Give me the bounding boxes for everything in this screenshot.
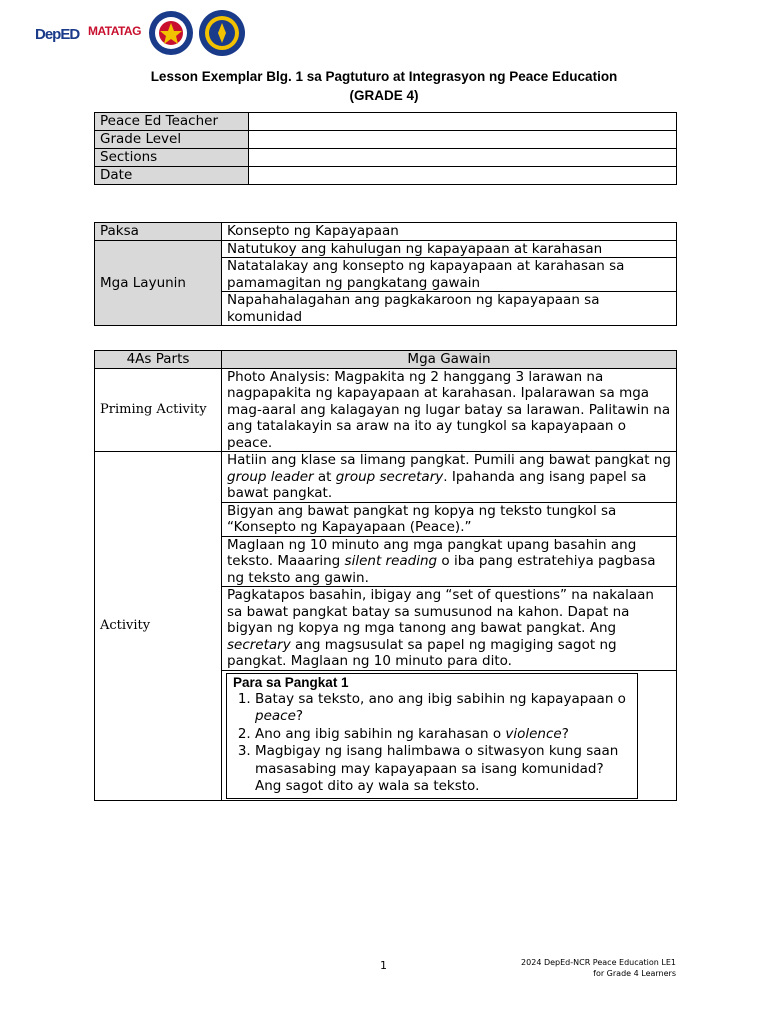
layunin-label: Mga Layunin bbox=[95, 240, 222, 326]
activity-step-3: Maglaan ng 10 minuto ang mga pangkat upang basahin ang teksto. Maaaring silent reading o iba pang estratehiya pagbasa ng teksto ang gawin. bbox=[222, 536, 677, 587]
table-row bbox=[95, 167, 677, 185]
deped-logo-text: DepED bbox=[35, 26, 80, 43]
question-box bbox=[226, 673, 638, 799]
matatag-logo-text: MATATAG bbox=[88, 24, 141, 38]
parts-column-header: 4As Parts bbox=[95, 351, 222, 369]
list-item: 1. Batay sa teksto, ano ang ibig sabihin ng kapayapaan o peace? bbox=[255, 691, 631, 726]
activity-step-2: Bigyan ang bawat pangkat ng kopya ng teksto tungkol sa “Konsepto ng Kapayapaan (Peace).” bbox=[222, 502, 677, 536]
date-label: Date bbox=[95, 167, 249, 185]
question-box-title: Para sa Pangkat 1 bbox=[233, 674, 349, 690]
activities-table bbox=[94, 350, 677, 801]
layunin-item: Napahahalagahan ang pagkakaroon ng kapayapaan sa komunidad bbox=[222, 292, 677, 326]
table-row bbox=[95, 240, 677, 258]
deped-logo bbox=[35, 14, 85, 52]
layunin-item: Natutukoy ang kahulugan ng kapayapaan at karahasan bbox=[222, 240, 677, 258]
topic-table bbox=[94, 222, 677, 326]
teacher-info-table bbox=[94, 112, 677, 185]
teacher-label: Peace Ed Teacher bbox=[95, 113, 249, 131]
table-row bbox=[95, 452, 677, 503]
list-item: 2. Ano ang ibig sabihin ng karahasan o violence? bbox=[255, 726, 631, 744]
gawain-column-header: Mga Gawain bbox=[222, 351, 677, 369]
activity-step-1: Hatiin ang klase sa limang pangkat. Pumili ang bawat pangkat ng group leader at group secretary. Ipahanda ang isang papel sa bawat pangkat. bbox=[222, 452, 677, 503]
ncr-seal-icon bbox=[198, 9, 246, 57]
paksa-label: Paksa bbox=[95, 223, 222, 241]
grade-level-value bbox=[249, 131, 677, 149]
footer-info bbox=[521, 957, 676, 979]
footer-line-1: 2024 DepEd-NCR Peace Education LE1 bbox=[521, 958, 676, 967]
activity-label: Activity bbox=[95, 452, 222, 801]
sections-label: Sections bbox=[95, 149, 249, 167]
priming-label: Priming Activity bbox=[95, 368, 222, 452]
table-header-row bbox=[95, 351, 677, 369]
activity-step-4: Pagkatapos basahin, ibigay ang “set of questions” na nakalaan sa bawat pangkat batay sa sumusunod na kahon. Dapat na bigyan ng kopya ng mga tanong ang bawat pangkat. Ang secretary ang magsusulat sa papel ng magiging sagot ng pangkat. Maglaan ng 10 minuto para dito. bbox=[222, 587, 677, 671]
question-box-cell bbox=[222, 670, 677, 800]
table-row bbox=[95, 223, 677, 241]
table-row bbox=[95, 149, 677, 167]
paksa-value: Konsepto ng Kapayapaan bbox=[222, 223, 677, 241]
list-item: 3. Magbigay ng isang halimbawa o sitwasyon kung saan masasabing may kapayapaan sa isang komunidad? Ang sagot dito ay wala sa teksto. bbox=[255, 743, 631, 796]
deped-seal-icon bbox=[148, 10, 194, 56]
header-logos bbox=[35, 10, 246, 56]
footer-line-2: for Grade 4 Learners bbox=[593, 969, 676, 978]
teacher-value bbox=[249, 113, 677, 131]
date-value bbox=[249, 167, 677, 185]
document-grade: (GRADE 4) bbox=[349, 88, 419, 103]
page-number: 1 bbox=[380, 959, 387, 972]
table-row bbox=[95, 131, 677, 149]
layunin-item: Natatalakay ang konsepto ng kapayapaan at karahasan sa pamamagitan ng pangkatang gawain bbox=[222, 258, 677, 292]
sections-value bbox=[249, 149, 677, 167]
question-list bbox=[233, 691, 631, 796]
grade-level-label: Grade Level bbox=[95, 131, 249, 149]
priming-text: Photo Analysis: Magpakita ng 2 hanggang 3 larawan na nagpapakita ng kapayapaan at karahasan. Ipalarawan sa mga mag-aaral ang kalagayan ng lugar batay sa larawan. Palitawin na ang tatalakayin sa araw na ito ay tungkol sa kapayapaan o peace. bbox=[222, 368, 677, 452]
table-row bbox=[95, 368, 677, 452]
matatag-logo bbox=[88, 14, 143, 52]
table-row bbox=[95, 113, 677, 131]
document-title: Lesson Exemplar Blg. 1 sa Pagtuturo at Integrasyon ng Peace Education bbox=[150, 69, 618, 84]
